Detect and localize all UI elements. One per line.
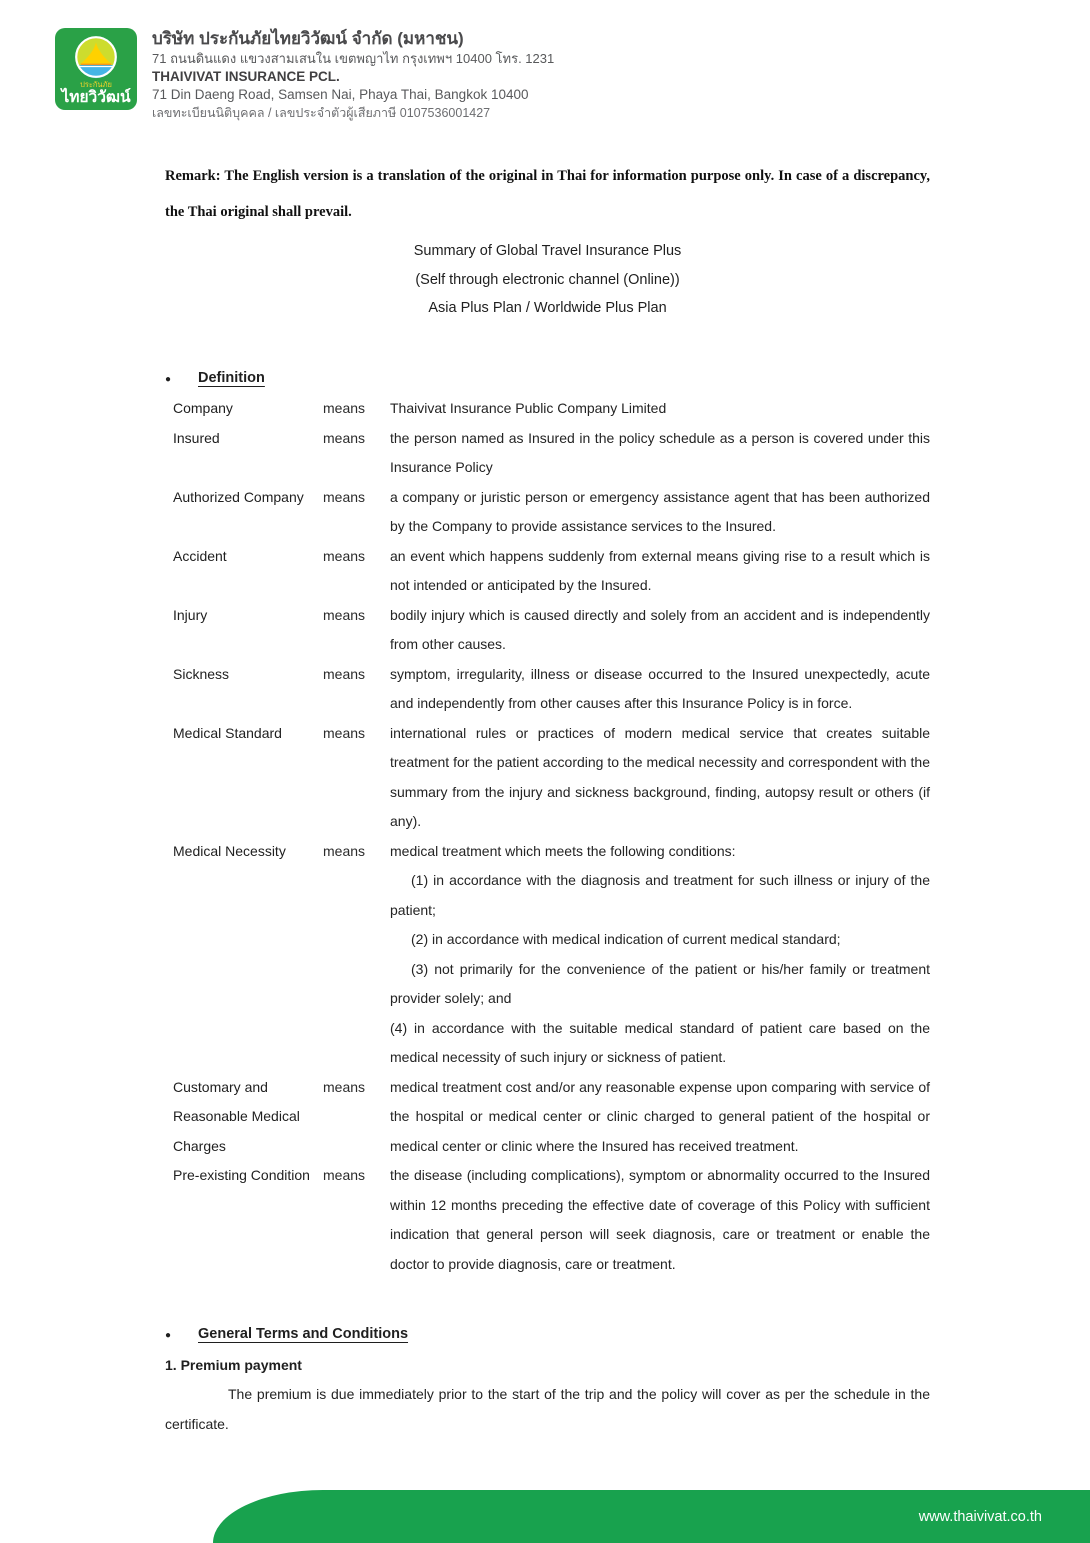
definition-text (390, 1161, 930, 1279)
definition-means-label: means (323, 1167, 366, 1183)
general-terms-heading-label: General Terms and Conditions (198, 1326, 409, 1342)
definition-means-label: means (323, 429, 366, 446)
footer-bar (213, 1490, 1090, 1543)
definition-row (173, 719, 930, 837)
company-address-thai: 71 ถนนดินแดง แขวงสามเสนใน เขตพญาไท กรุงเทพฯ 10400 โทร. 1231 (152, 51, 555, 66)
definition-means-label: means (323, 724, 366, 741)
definition-paragraph: the person named as Insured in the policy schedule as a person is covered under this Insurance Policy (390, 429, 930, 475)
thaivivat-logo (55, 28, 137, 110)
definition-term: Authorized Company (173, 488, 304, 505)
definition-row (173, 660, 930, 719)
definition-means-label: means (323, 488, 366, 505)
definition-term: Customary and Reasonable Medical Charges (173, 1078, 300, 1154)
definition-section-heading (165, 364, 930, 395)
definition-row (173, 483, 930, 542)
company-registration-number: เลขทะเบียนนิติบุคคล / เลขประจำตัวผู้เสียภาษี 0107536001427 (152, 106, 491, 120)
definition-term: Injury (173, 606, 208, 623)
definition-paragraph: the disease (including complications), symptom or abnormality occurred to the Insured within 12 months preceding the effective date of coverage of this Policy with sufficient indication that general person will seek diagnosis, care or treatment or enable the doctor to provide diagnosis, care or treatment. (390, 1167, 930, 1272)
definition-means-label: means (323, 547, 366, 564)
definition-row (173, 542, 930, 601)
premium-payment-item-title: 1. Premium payment (165, 1356, 302, 1373)
letterhead-text (152, 28, 554, 122)
company-name-english: THAIVIVAT INSURANCE PCL. (152, 69, 340, 84)
definition-row (173, 424, 930, 483)
definition-paragraph: medical treatment which meets the following conditions: (390, 842, 736, 859)
definition-term: Medical Necessity (173, 842, 286, 859)
document-body (165, 158, 930, 1439)
premium-payment-paragraph: The premium is due immediately prior to the start of the trip and the policy will cover as per the schedule in the certificate. (165, 1386, 930, 1432)
definition-means-label: means (323, 842, 366, 859)
definition-means-label: means (323, 665, 366, 682)
definition-term: Medical Standard (173, 724, 282, 741)
company-name-thai: บริษัท ประกันภัยไทยวิวัฒน์ จำกัด (มหาชน) (152, 29, 464, 48)
definition-paragraph: Thaivivat Insurance Public Company Limited (390, 400, 667, 416)
definition-text (390, 837, 930, 1073)
title-line: Asia Plus Plan / Worldwide Plus Plan (428, 300, 667, 316)
definition-paragraph: international rules or practices of modern medical service that creates suitable treatment for the patient according to the medical necessity and correspondent with the summary from the injury and sickness background, finding, autopsy result or others (if any). (390, 724, 930, 829)
bullet-icon: ● (165, 373, 172, 385)
definition-term: Pre-existing Condition (173, 1167, 310, 1183)
definition-row (173, 837, 930, 1073)
definition-paragraph: symptom, irregularity, illness or disease occurred to the Insured unexpectedly, acute and independently from other causes after this Insurance Policy is in force. (390, 665, 930, 711)
logo-label-top: ประกันภัย (80, 80, 112, 89)
definition-row (173, 1161, 930, 1279)
definition-paragraph: an event which happens suddenly from external means giving rise to a result which is not intended or anticipated by the Insured. (390, 547, 930, 593)
definition-text (390, 424, 930, 483)
definition-paragraph: a company or juristic person or emergency assistance agent that has been authorized by the Company to provide assistance services to the Insured. (390, 488, 930, 534)
definition-means-label: means (323, 1078, 366, 1095)
definition-paragraph: medical treatment cost and/or any reasonable expense upon comparing with service of the hospital or medical center or clinic charged to general patient of the hospital or medical center or clinic where the Insured has received treatment. (390, 1078, 930, 1154)
definition-text (390, 483, 930, 542)
title-line: Summary of Global Travel Insurance Plus (413, 243, 682, 259)
definition-text (390, 542, 930, 601)
definition-paragraph: (3) not primarily for the convenience of the patient or his/her family or treatment provider solely; and (390, 960, 930, 1006)
letterhead (0, 0, 1090, 122)
definition-text (390, 394, 930, 424)
definition-row (173, 601, 930, 660)
definition-term: Accident (173, 547, 227, 564)
definition-text (390, 601, 930, 660)
footer-website-url: www.thaivivat.co.th (918, 1508, 1042, 1525)
definition-row (173, 394, 930, 424)
company-address-english: 71 Din Daeng Road, Samsen Nai, Phaya Thai, Bangkok 10400 (152, 87, 529, 102)
definition-text (390, 660, 930, 719)
logo-label-bottom: ไทยวิวัฒน์ (61, 89, 131, 106)
general-terms-section-heading (165, 1320, 930, 1351)
definition-paragraph: bodily injury which is caused directly and solely from an accident and is independently from other causes. (390, 606, 930, 652)
definition-table (173, 394, 930, 1279)
definition-paragraph: (4) in accordance with the suitable medical standard of patient care based on the medical necessity of such injury or sickness of patient. (390, 1019, 930, 1065)
remark-paragraph: Remark: The English version is a translation of the original in Thai for information purpose only. In case of a discrepancy, the Thai original shall prevail. (165, 168, 930, 220)
bullet-icon: ● (165, 1330, 172, 1341)
definition-paragraph: (2) in accordance with medical indication of current medical standard; (411, 931, 841, 947)
title-line: (Self through electronic channel (Online)) (415, 271, 680, 288)
definition-paragraph: (1) in accordance with the diagnosis and treatment for such illness or injury of the patient; (390, 872, 930, 918)
definition-heading-label: Definition (198, 369, 265, 386)
definition-row (173, 1073, 930, 1162)
definition-text (390, 1073, 930, 1162)
title-block (165, 237, 930, 323)
logo-emblem-icon (74, 35, 118, 79)
definition-text (390, 719, 930, 837)
definition-means-label: means (323, 606, 366, 623)
definition-term: Insured (173, 429, 220, 446)
definition-means-label: means (323, 400, 366, 416)
definition-term: Company (173, 400, 233, 416)
definition-term: Sickness (173, 665, 230, 682)
